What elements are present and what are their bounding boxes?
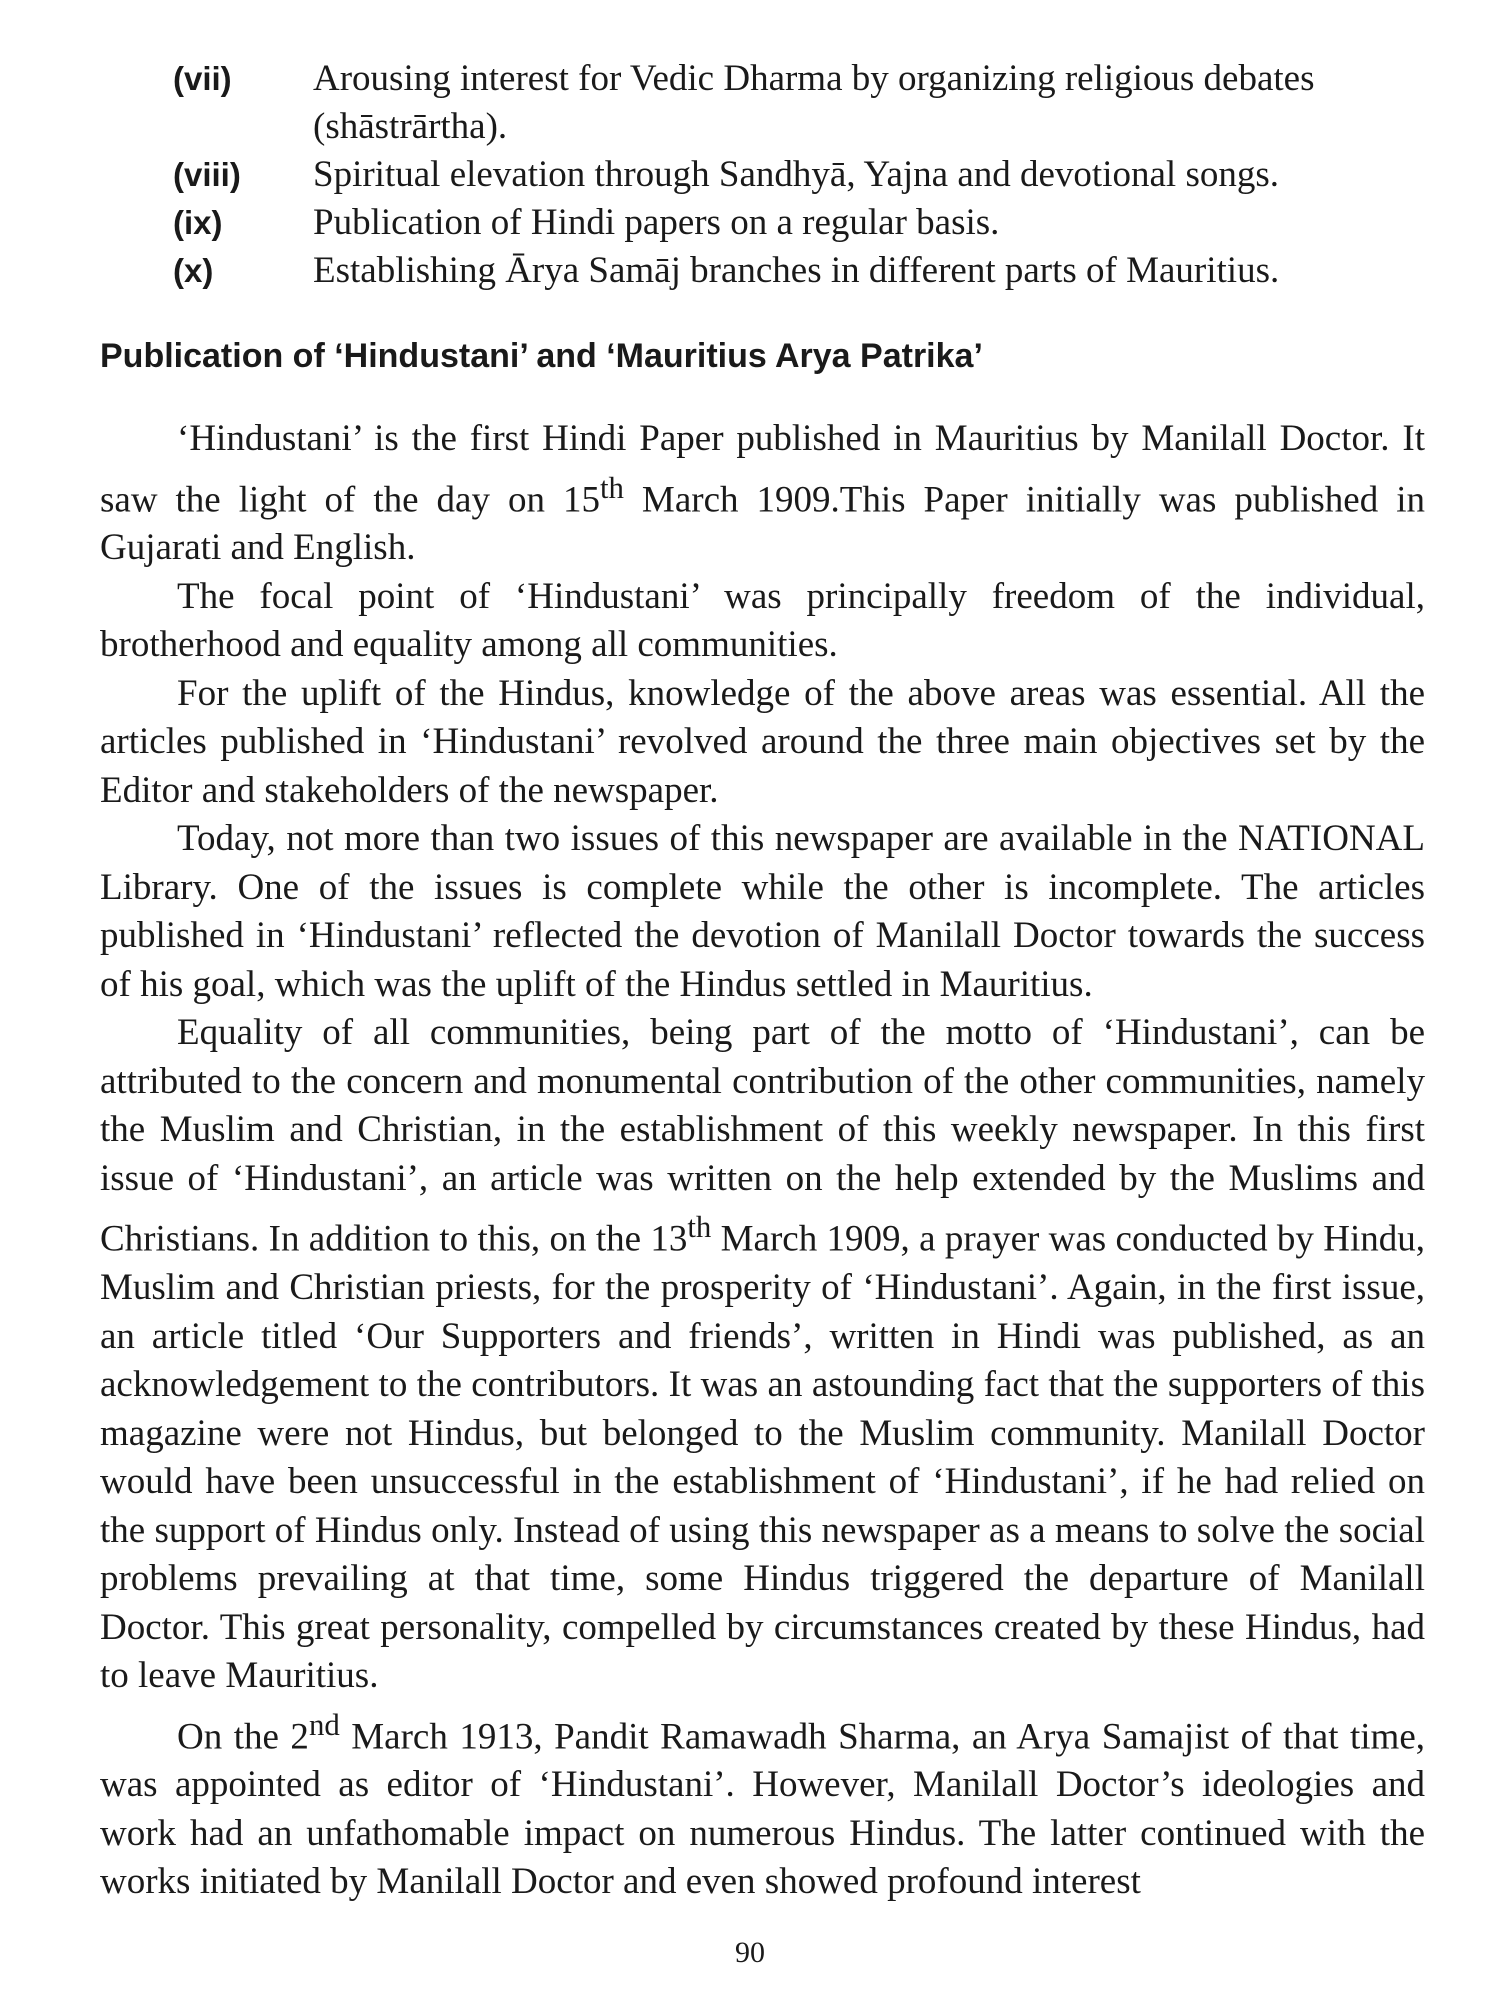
paragraph	[100, 1701, 1425, 1907]
paragraph-text: Equality of all communities, being part of the motto of ‘Hindustani’, can be attributed to the concern and monumental contribution of the other communities, namely the Muslim and Christian, in the establishment of this weekly newspaper. In this first issue of ‘Hindustani’, an article was written on the help extended by the Muslims and Christians. In addition to this, on the 13	[100, 1012, 1425, 1260]
section-heading: Publication of ‘Hindustani’ and ‘Mauritius Arya Patrika’	[100, 337, 983, 375]
objectives-list	[100, 55, 1425, 295]
list-item-text: Establishing Ārya Samāj branches in different parts of Mauritius.	[313, 250, 1280, 291]
list-item	[100, 55, 1425, 151]
paragraph-text: March 1909.This Paper initially was published in Gujarati and English.	[100, 478, 1425, 569]
paragraph-text: March 1909, a prayer was conducted by Hindu, Muslim and Christian priests, for the prosperity of ‘Hindustani’. Again, in the first issue, an article titled ‘Our Supporters and friends’, written in Hindi was published, as an acknowledgement to the contributors. It was an astounding fact that the supporters of this magazine were not Hindus, but belonged to the Muslim community. Manilall Doctor would have been unsuccessful in the establishment of ‘Hindustani’, if he had relied on the support of Hindus only. Instead of using this newspaper as a means to solve the social problems prevailing at that time, some Hindus triggered the departure of Manilall Doctor. This great personality, compelled by circumstances created by these Hindus, had to leave Mauritius.	[100, 1218, 1425, 1697]
paragraph-text: ‘Hindustani’ is the first Hindi Paper published in Mauritius by Manilall Doctor. It saw the light of the day on 15	[100, 418, 1425, 520]
paragraph-text: March 1913, Pandit Ramawadh Sharma, an Arya Samajist of that time, was appointed as editor of ‘Hindustani’. However, Manilall Doctor’s ideologies and work had an unfathomable impact on numerous Hindus. The latter continued with the works initiated by Manilall Doctor and even showed profound interest	[100, 1715, 1425, 1903]
list-item	[100, 199, 1425, 247]
page-number: 90	[735, 1936, 765, 1969]
page-body	[100, 55, 1425, 1907]
list-item-number: (ix)	[173, 204, 223, 241]
paragraph: Today, not more than two issues of this newspaper are available in the NATIONAL Library. One of the issues is complete while the other is incomplete. The articles published in ‘Hindustani’ reflected the devotion of Manilall Doctor towards the success of his goal, which was the uplift of the Hindus settled in Mauritius.	[100, 818, 1425, 1005]
ordinal-suffix: nd	[308, 1707, 340, 1742]
paragraph-text: On the 2	[177, 1715, 309, 1757]
list-item-number: (vii)	[173, 60, 232, 97]
paragraph	[100, 415, 1425, 573]
list-item	[100, 247, 1425, 295]
paragraph	[100, 1009, 1425, 1700]
paragraph: For the uplift of the Hindus, knowledge of the above areas was essential. All the articles published in ‘Hindustani’ revolved around the three main objectives set by the Editor and stakeholders of the newspaper.	[100, 672, 1425, 811]
list-item-text: Spiritual elevation through Sandhyā, Yajna and devotional songs.	[313, 154, 1279, 195]
list-item	[100, 151, 1425, 199]
paragraph: The focal point of ‘Hindustani’ was principally freedom of the individual, brotherhood and equality among all communities.	[100, 575, 1425, 666]
list-item-number: (viii)	[173, 156, 241, 193]
ordinal-suffix: th	[687, 1210, 712, 1245]
list-item-text: Arousing interest for Vedic Dharma by organizing religious debates (shāstrārtha).	[313, 58, 1315, 147]
ordinal-suffix: th	[599, 470, 624, 505]
list-item-number: (x)	[173, 252, 214, 289]
list-item-text: Publication of Hindi papers on a regular basis.	[313, 202, 1000, 243]
